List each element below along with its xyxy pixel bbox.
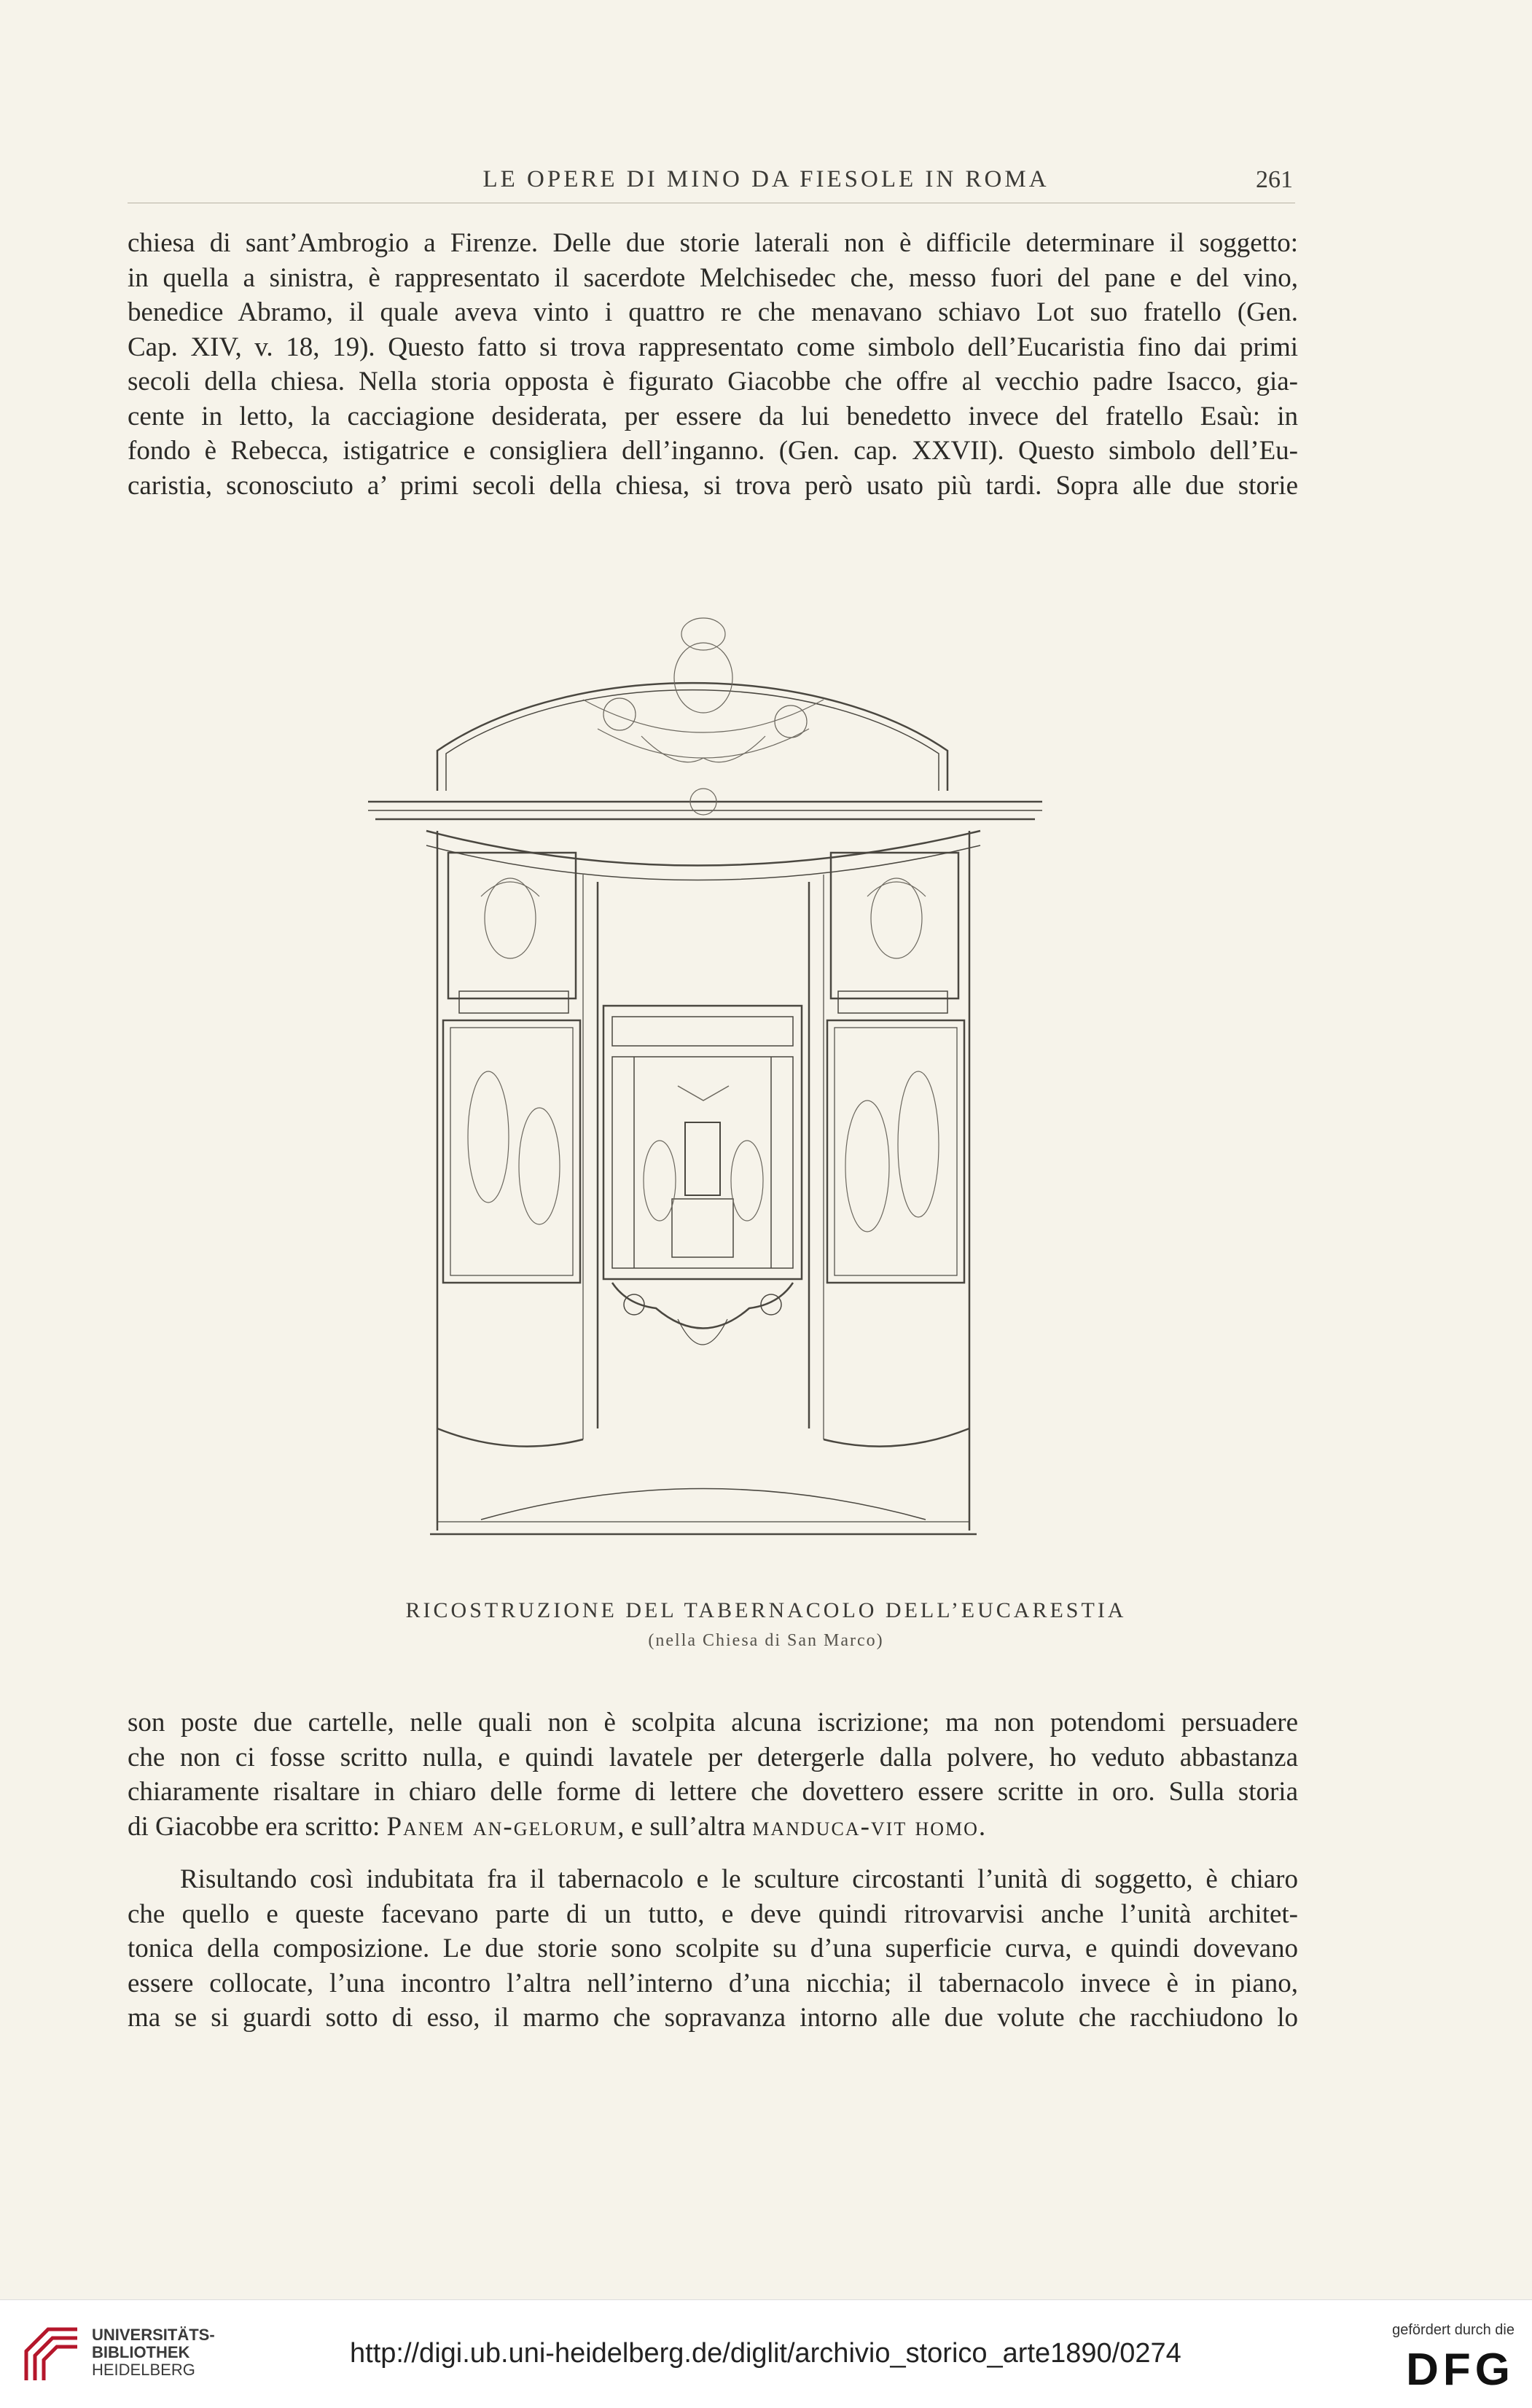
inscription-manducavit-homo: manduca-vit homo [752, 1811, 979, 1842]
paragraph-3 [128, 1862, 1298, 2036]
running-title: LE OPERE DI MINO DA FIESOLE IN ROMA [482, 166, 1050, 192]
text-line: fondo è Rebecca, istigatrice e consigliera dell’inganno. (Gen. cap. XXVII). Questo simbolo dell’Eu- [128, 436, 1298, 466]
text-line: Cap. XIV, v. 18, 19). Questo fatto si trova rappresentato come simbolo dell’Eucaristia fino dai primi [128, 332, 1298, 362]
text-line: secoli della chiesa. Nella storia opposta è figurato Giacobbe che offre al vecchio padre Isacco, gia- [128, 367, 1298, 396]
right-angel-panel [831, 853, 958, 998]
paragraph-2 [128, 1705, 1298, 1844]
text-line [128, 1810, 1298, 1845]
text-line: che non ci fosse scritto nulla, e quindi lavatele per detergerle dalla polvere, ho veduto abbastanza [128, 1742, 1298, 1772]
library-line-3: HEIDELBERG [92, 2361, 195, 2379]
christ-figure [674, 643, 732, 713]
text-line: tonica della composizione. Le due storie sono scolpite su d’una superficie curva, e quindi dovevano [128, 1934, 1298, 1963]
tabernacle-door [685, 1122, 720, 1195]
text-line: chiesa di sant’Ambrogio a Firenze. Delle due storie laterali non è difficile determinare il soggetto: [128, 228, 1298, 258]
text-line: benedice Abramo, il quale aveva vinto i quattro re che menavano schiavo Lot suo fratello (Gen. [128, 297, 1298, 327]
text-line: che quello e queste facevano parte di un tutto, e deve quindi ritrovarvisi anche l’unità architet- [128, 1899, 1298, 1929]
permalink[interactable]: http://digi.ub.uni-heidelberg.de/diglit/archivio_storico_arte1890/0274 [350, 2338, 1181, 2369]
lunette-arch [437, 683, 947, 791]
text-line: in quella a sinistra, è rappresentato il sacerdote Melchisedec che, messo fuori del pane e del vino, [128, 262, 1298, 293]
funder-note: gefördert durch die [1392, 2322, 1515, 2338]
library-name [92, 2326, 215, 2379]
digitization-footer [0, 2299, 1532, 2408]
text-line: cente in letto, la cacciagione desiderata, per essere da lui benedetto invece del fratello Esaù: in [128, 401, 1298, 431]
console [612, 1283, 793, 1329]
text-fragment: . [978, 1811, 986, 1842]
text-line: caristia, sconosciuto a’ primi secoli della chiesa, si trova però usato più tardi. Sopra alle due storie [128, 470, 1298, 501]
text-fragment: , e sull’altra [617, 1811, 753, 1842]
figure-subcaption: (nella Chiesa di San Marco) [648, 1631, 884, 1650]
text-line: essere collocate, l’una incontro l’altra nell’interno d’una nicchia; il tabernacolo invece è in piano, [128, 1968, 1298, 1998]
library-line-1: UNIVERSITÄTS- [92, 2326, 215, 2344]
left-relief-panel [443, 1020, 580, 1283]
text-line: son poste due cartelle, nelle quali non è scolpita alcuna iscrizione; ma non potendomi persuadere [128, 1708, 1298, 1737]
library-logo-icon [19, 2322, 85, 2388]
page-number: 261 [1256, 166, 1293, 193]
text-line: Risultando così indubitata fra il tabernacolo e le sculture circostanti l’unità di soggetto, è chiaro [180, 1864, 1298, 1894]
text-fragment: di Giacobbe era scritto: [128, 1811, 387, 1842]
figure-caption: RICOSTRUZIONE DEL TABERNACOLO DELL’EUCARESTIA [405, 1598, 1127, 1622]
text-line: ma se si guardi sotto di esso, il marmo che sopravanza intorno alle due volute che racchiudono lo [128, 2003, 1298, 2033]
text-line: chiaramente risaltare in chiaro delle forme di lettere che dovettero essere scritte in oro. Sulla storia [128, 1777, 1298, 1807]
left-angel-panel [448, 853, 576, 998]
dfg-logo: DFG [1406, 2345, 1515, 2395]
tabernacle-frame [603, 1006, 802, 1279]
inscription-panem-angelorum: Panem an-gelorum [386, 1811, 618, 1842]
right-relief-panel [827, 1020, 964, 1283]
library-line-2: BIBLIOTHEK [92, 2343, 190, 2361]
curved-lintel [426, 831, 980, 866]
